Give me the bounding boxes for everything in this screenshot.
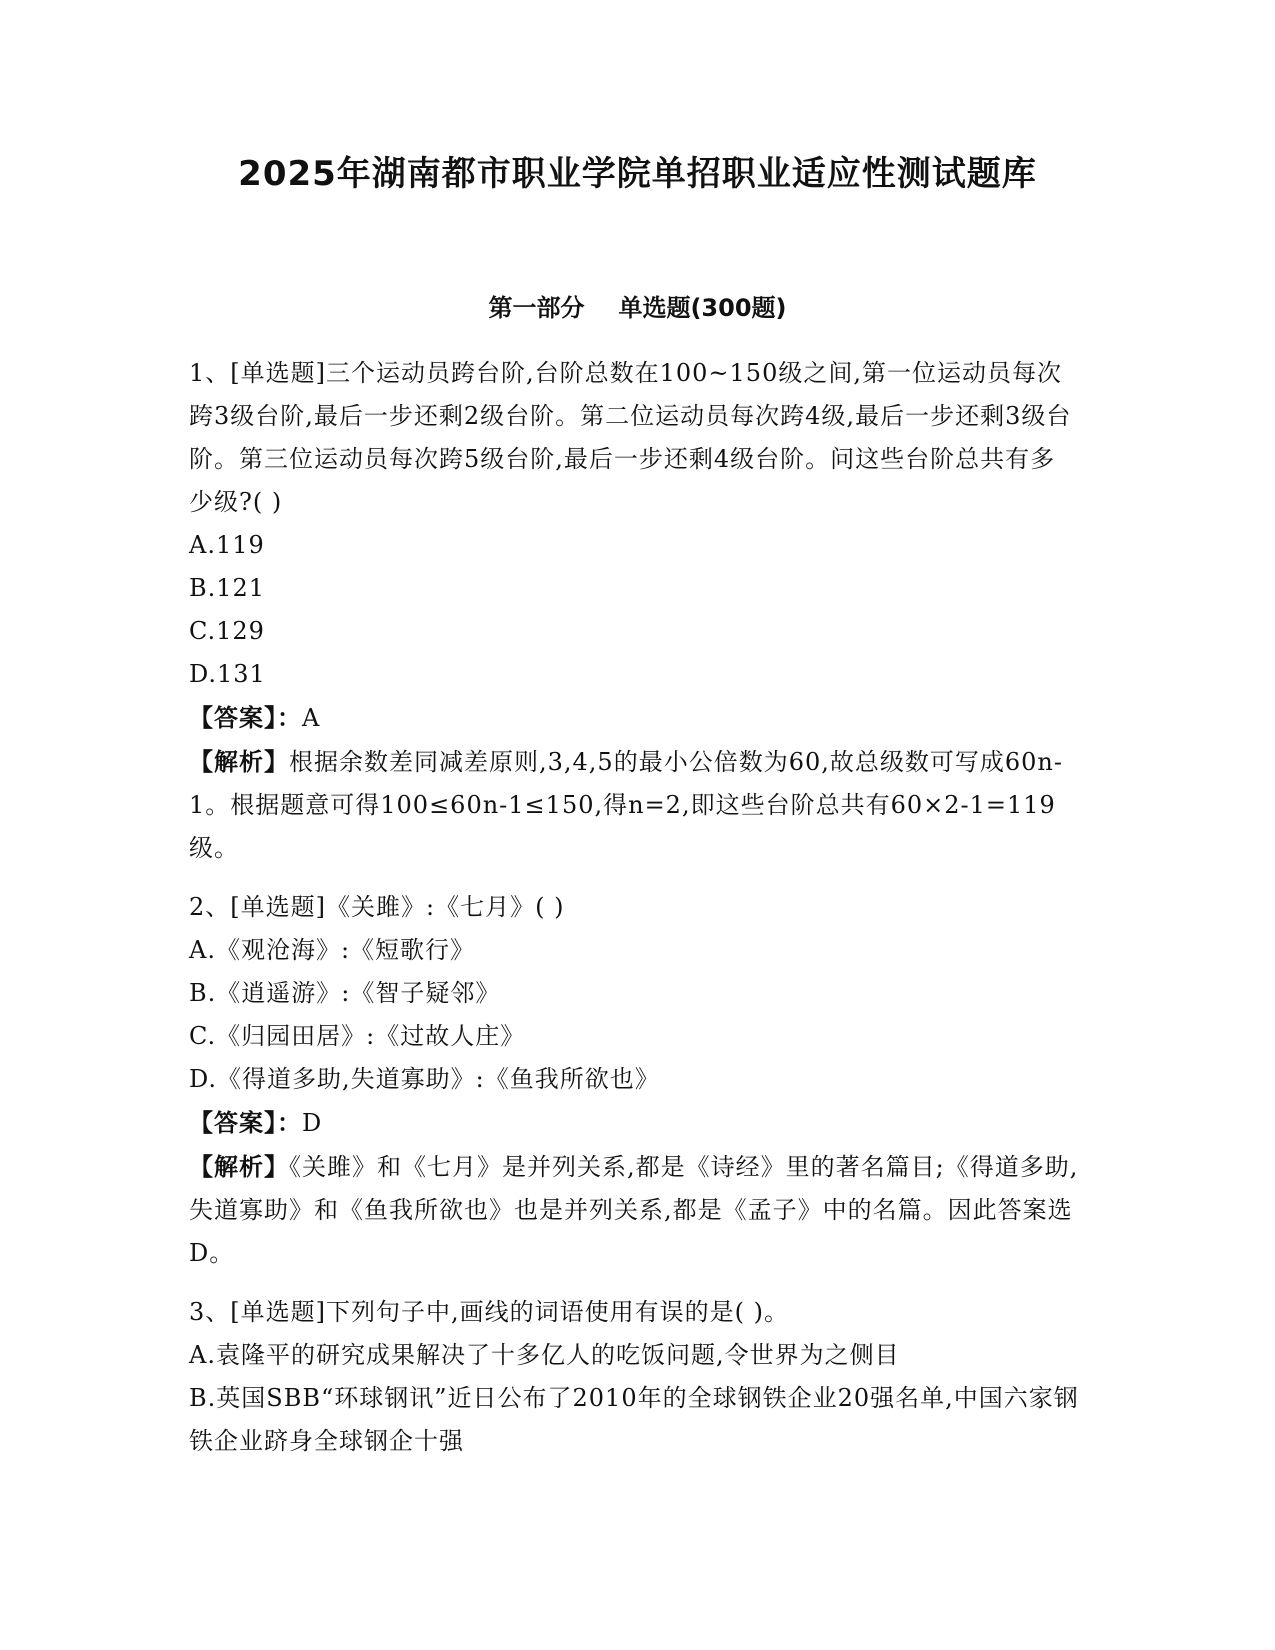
question-stem: 2、[单选题]《关雎》:《七月》( ) [189,893,565,921]
option-c: C.《归园田居》:《过故人庄》 [189,1022,526,1050]
option-b: B.《逍遥游》:《智子疑邻》 [189,979,501,1007]
analysis-label: 【解析】 [189,747,289,776]
answer-label: 【答案】： [189,1108,302,1137]
answer-label: 【答案】： [189,703,302,732]
question-1 [189,352,1079,870]
document-title: 2025年湖南都市职业学院单招职业适应性测试题库 [238,154,1037,194]
analysis-line [189,740,1079,870]
answer-line [189,696,1079,740]
question-stem: 1、[单选题]三个运动员跨台阶,台阶总数在100~150级之间,第一位运动员每次跨3级台阶,最后一步还剩2级台阶。第二位运动员每次跨4级,最后一步还剩3级台阶。第三位运动员每次跨5级台阶,最后一步还剩4级台阶。问这些台阶总共有多少级?( ) [189,359,1072,516]
section-title [0,290,1275,326]
option-b: B.121 [189,574,266,602]
answer-value: D [302,1109,323,1137]
section-part: 第一部分 [488,294,585,322]
option-d: D.131 [189,660,266,688]
option-c: C.129 [189,617,265,645]
analysis-text: 根据余数差同减差原则,3,4,5的最小公倍数为60,故总级数可写成60n-1。根据题意可得100≤60n-1≤150,得n=2,即这些台阶总共有60×2-1=119级。 [189,748,1063,862]
section-name: 单选题(300题) [618,294,787,322]
question-3 [189,1291,1079,1463]
option-d: D.《得道多助,失道寡助》:《鱼我所欲也》 [189,1065,660,1093]
question-list [189,352,1079,1463]
analysis-text: 《关雎》和《七月》是并列关系,都是《诗经》里的著名篇目;《得道多助,失道寡助》和《鱼我所欲也》也是并列关系,都是《孟子》中的名篇。因此答案选D。 [189,1153,1079,1267]
option-a: A.《观沧海》:《短歌行》 [189,936,476,964]
option-b: B.英国SBB“环球钢讯”近日公布了2010年的全球钢铁企业20强名单,中国六家钢铁企业跻身全球钢企十强 [189,1384,1079,1455]
analysis-label: 【解析】 [189,1152,289,1181]
question-2 [189,886,1079,1275]
answer-value: A [302,704,321,732]
question-stem: 3、[单选题]下列句子中,画线的词语使用有误的是( )。 [189,1298,789,1326]
analysis-line [189,1145,1079,1275]
option-a: A.119 [189,531,265,559]
answer-line [189,1101,1079,1145]
option-a: A.袁隆平的研究成果解决了十多亿人的吃饭问题,令世界为之侧目 [189,1341,900,1369]
